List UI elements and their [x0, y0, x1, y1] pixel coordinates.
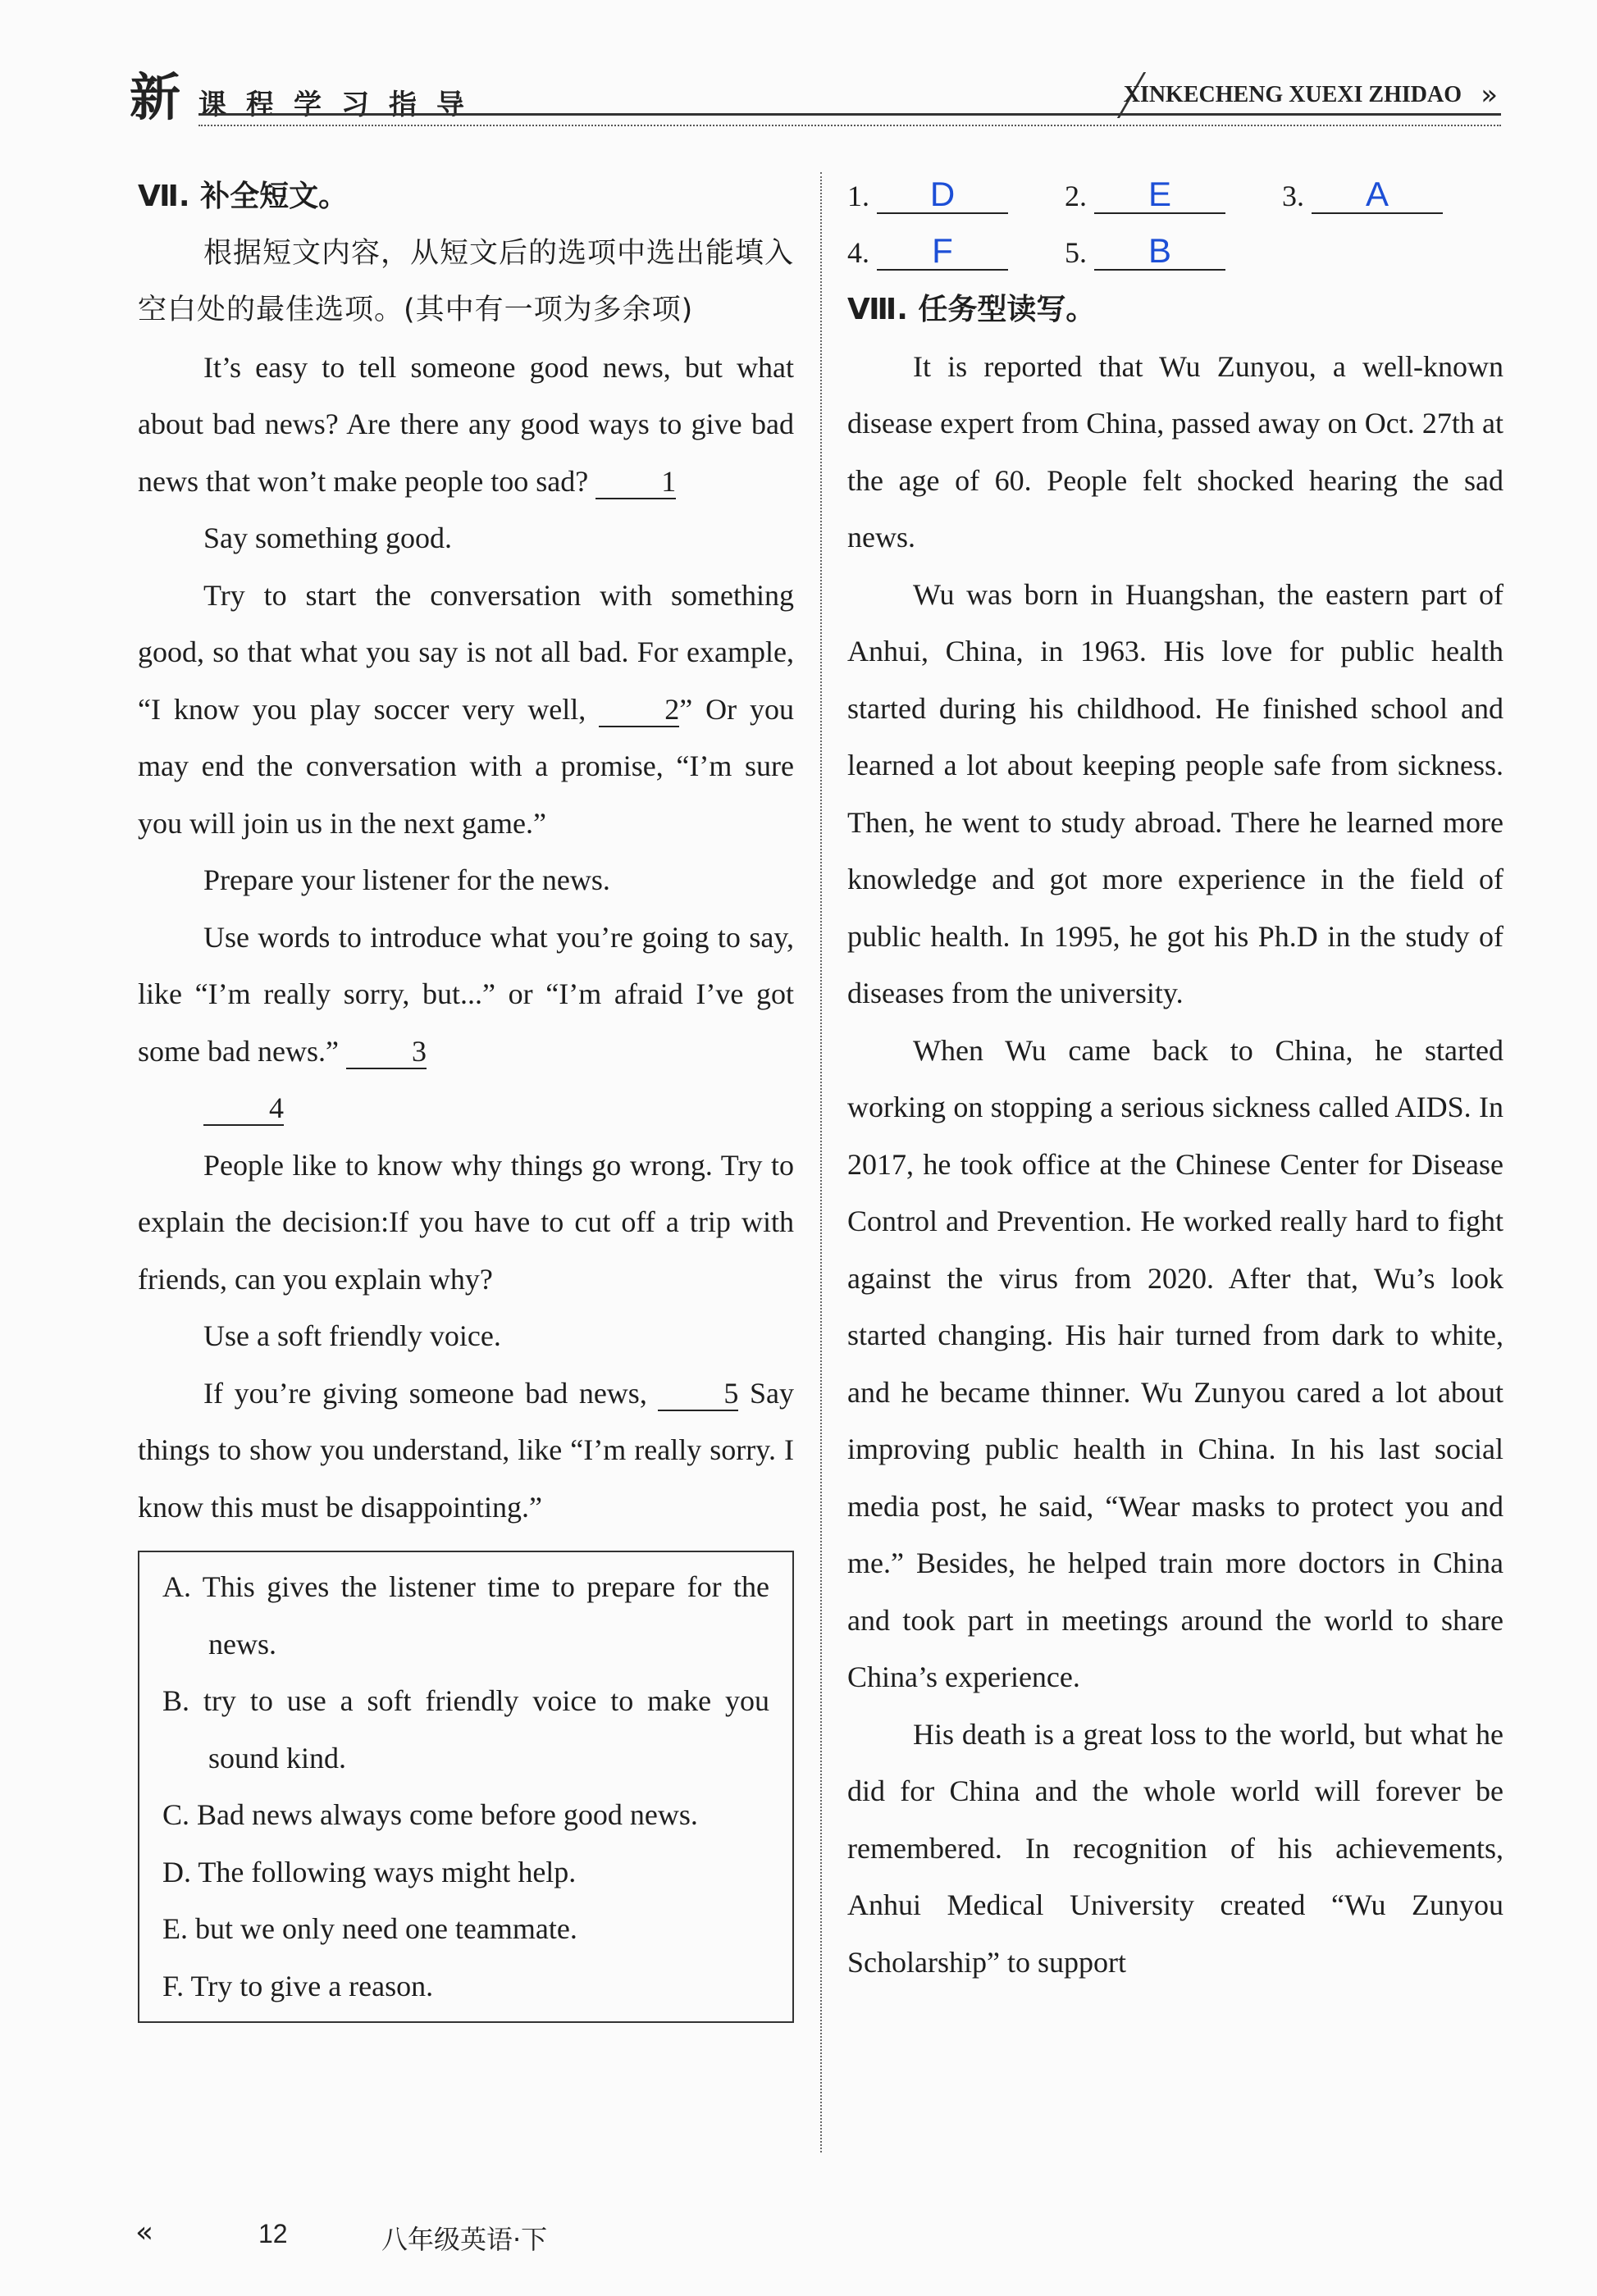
article-paragraph-1: It is reported that Wu Zunyou, a well-known disease expert from China, passed away on Oct. 27th at the age of 60. People felt shocked hearing the sad news. — [847, 349, 1503, 554]
chevron-right-icon: » — [1481, 79, 1498, 112]
answer-number: 5. — [1065, 236, 1087, 269]
option-f — [162, 1958, 769, 2016]
answer-item — [1065, 168, 1225, 225]
chevron-left-icon: « — [135, 2216, 154, 2249]
option-text: try to use a soft friendly voice to make you sound kind. — [203, 1684, 770, 1774]
answer-5-input[interactable]: B — [1094, 233, 1225, 271]
page-footer — [135, 2214, 792, 2255]
option-letter: A. — [162, 1570, 191, 1603]
answer-number: 3. — [1282, 180, 1304, 212]
page-header — [123, 66, 1501, 139]
answer-number: 1. — [847, 180, 869, 212]
option-letter: F. — [162, 1969, 185, 2002]
option-letter: E. — [162, 1912, 188, 1945]
passage-text: Say things to show you understand, like “I’m really sorry. I know this must be disappointing.” — [138, 1376, 795, 1524]
article-paragraph-2: Wu was born in Huangshan, the eastern part of Anhui, China, in 1963. His love for public health started during his childhood. He finished school and learned a lot about keeping people safe from sickness. Then, he went to study abroad. There he learned more knowledge and got more experience in the field of public health. In 1995, he got his Ph.D in the study of diseases from the university. — [847, 577, 1503, 1009]
answer-blanks — [847, 168, 1503, 281]
answer-item — [1065, 225, 1225, 281]
page-number: 12 — [258, 2219, 288, 2248]
book-title: 八年级英语·下 — [381, 2224, 548, 2255]
blank-5: 5 — [658, 1377, 738, 1411]
option-letter: D. — [162, 1855, 191, 1888]
answer-4-input[interactable]: F — [877, 233, 1008, 271]
passage-subheading: Say something good. — [203, 522, 452, 554]
left-column — [138, 168, 794, 2023]
passage-paragraph — [138, 339, 794, 511]
option-text: This gives the listener time to prepare for the news. — [202, 1570, 769, 1660]
passage-text: It’s easy to tell someone good news, but what about bad news? Are there any good ways to give bad news that won’t make people too sad? — [138, 350, 794, 498]
answer-1-input[interactable]: D — [877, 176, 1008, 214]
blank-2: 2 — [599, 693, 679, 727]
logo: 新 — [130, 67, 181, 127]
passage-text: Use words to introduce what you’re going to say, like “I’m really sorry, but...” or “I’m afraid I’ve got some bad news.” — [138, 920, 794, 1068]
option-e — [162, 1901, 769, 1958]
options-box — [138, 1551, 794, 2023]
passage-subheading — [138, 1080, 794, 1137]
section-8-title: Ⅷ. 任务型读写。 — [847, 293, 1096, 326]
section-7-instruction: 根据短文内容，从短文后的选项中选出能填入空白处的最佳选项。(其中有一项为多余项) — [138, 236, 795, 326]
article-paragraph-3: When Wu came back to China, he started working on stopping a serious sickness called AIDS. In 2017, he took office at the Chinese Center for Disease Control and Prevention. He worked really hard to fight against the virus from 2020. After that, Wu’s look started changing. His hair turned from dark to white, and he became thinner. Wu Zunyou cared a lot about improving public health in China. In his last social media post, he said, “Wear masks to protect you and me.” Besides, he helped train more doctors in China and took part in meetings around the world to share China’s experience. — [847, 1033, 1503, 1693]
option-letter: B. — [162, 1684, 190, 1717]
answer-item — [847, 168, 1008, 225]
option-text: The following ways might help. — [198, 1855, 577, 1888]
answer-item — [847, 225, 1008, 281]
answer-number: 4. — [847, 236, 869, 269]
passage-subheading: Prepare your listener for the news. — [203, 863, 610, 896]
passage-text: If you’re giving someone bad news, — [203, 1376, 647, 1410]
passage-text: Try to start the conversation with something good, so that what you say is not all bad. For example, “I know you play soccer very well, — [138, 578, 794, 726]
answer-number: 2. — [1065, 180, 1087, 212]
passage-paragraph — [138, 1365, 794, 1537]
blank-4: 4 — [203, 1091, 284, 1126]
option-d — [162, 1844, 769, 1902]
passage-subheading: Use a soft friendly voice. — [203, 1319, 501, 1352]
option-c — [162, 1787, 769, 1844]
answer-row — [847, 168, 1503, 225]
passage-paragraph: People like to know why things go wrong. Try to explain the decision:If you have to cut off a trip with friends, can you explain why? — [138, 1148, 794, 1296]
header-dotted-rule — [198, 125, 1501, 126]
answer-3-input[interactable]: A — [1312, 176, 1443, 214]
passage-paragraph — [138, 909, 794, 1081]
header-rule — [198, 113, 1501, 116]
article-paragraph-4: His death is a great loss to the world, but what he did for China and the whole world will forever be remembered. In recognition of his achievements, Anhui Medical University created “Wu Zunyou Scholarship” to support — [847, 1717, 1503, 1979]
header-title-en: XINKECHENG XUEXI ZHIDAO — [1123, 82, 1462, 107]
column-divider — [820, 172, 822, 2152]
answer-item — [1282, 168, 1443, 225]
answer-row — [847, 225, 1503, 281]
option-b — [162, 1673, 769, 1787]
blank-1: 1 — [595, 465, 676, 499]
option-a — [162, 1559, 769, 1673]
passage-text: ” Or you may end the conversation with a promise, “I’m sure you will join us in the next game.” — [138, 692, 795, 840]
option-letter: C. — [162, 1798, 190, 1831]
right-column — [847, 168, 1503, 1991]
answer-2-input[interactable]: E — [1094, 176, 1225, 214]
blank-3: 3 — [346, 1035, 427, 1069]
option-text: Bad news always come before good news. — [197, 1798, 698, 1831]
option-text: Try to give a reason. — [190, 1969, 434, 2002]
header-title-cn: 课程学习指导 — [198, 89, 484, 121]
passage-paragraph — [138, 567, 794, 853]
option-text: but we only need one teammate. — [195, 1912, 577, 1945]
section-7-title: Ⅶ. 补全短文。 — [138, 180, 349, 213]
